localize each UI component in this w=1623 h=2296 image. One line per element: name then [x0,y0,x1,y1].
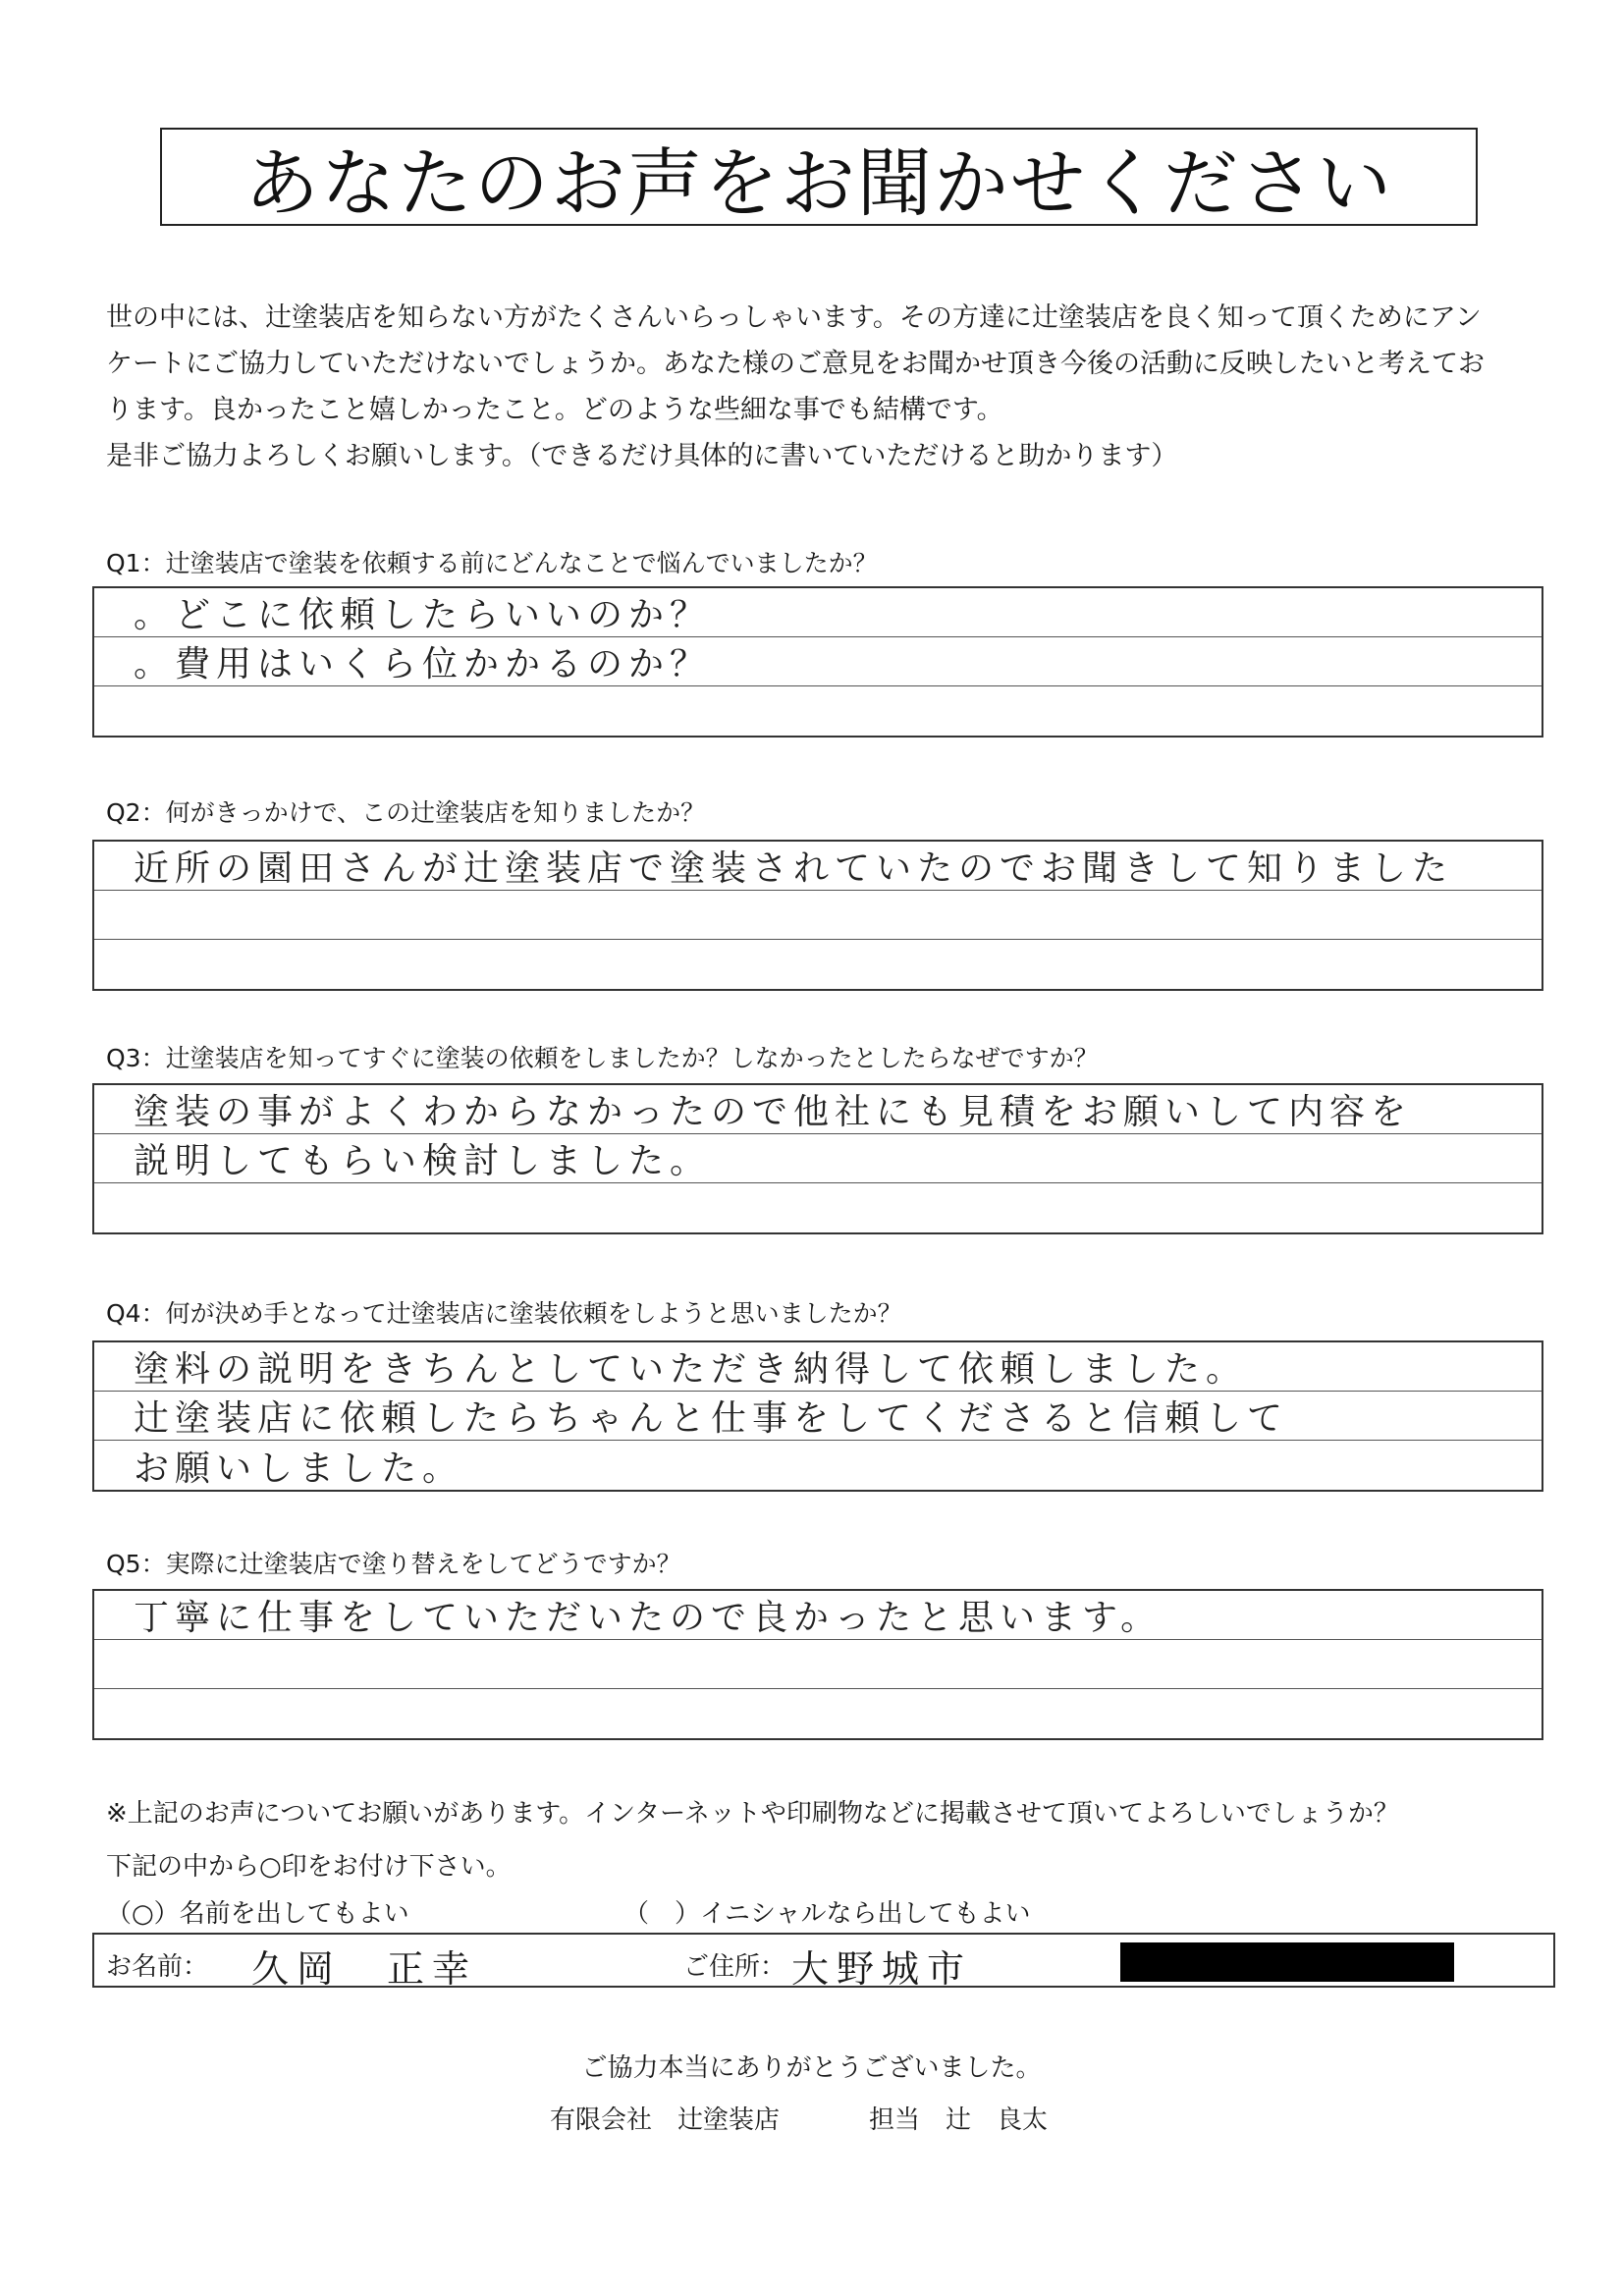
consent-option-name[interactable]: （○）名前を出してもよい [106,1899,409,1929]
page-title: あなたのお声をお聞かせください [244,138,1393,227]
intro-line: 是非ご協力よろしくお願いします。（できるだけ具体的に書いていただけると助かります） [106,441,1178,471]
answer-line: 説明してもらい検討しました。 [94,1134,1542,1183]
address-value[interactable]: 大野城市 [791,1947,973,1991]
company-name: 有限会社 辻塗装店 [550,2105,781,2135]
answer-line [94,940,1542,989]
question-3-answer-box[interactable] [92,1083,1543,1234]
consent-option-initials[interactable]: （ ）イニシャルなら出してもよい [623,1899,1031,1929]
answer-line: 丁寧に仕事をしていただいたので良かったと思います。 [94,1591,1542,1640]
intro-text [106,295,1530,479]
question-4-label: Q4：何が決め手となって辻塗装店に塗装依頼をしようと思いましたか？ [106,1299,902,1328]
question-5-label: Q5：実際に辻塗装店で塗り替えをしてどうですか？ [106,1550,681,1578]
intro-line: 世の中には、辻塗装店を知らない方がたくさんいらっしゃいます。その方達に辻塗装店を良く知って頂くためにアン [106,302,1482,333]
answer-line [94,891,1542,940]
question-1-answer-box[interactable] [92,586,1543,738]
answer-line [94,1183,1542,1232]
redaction-bar [1120,1942,1454,1982]
answer-line: 。費用はいくら位かかるのか？ [94,637,1542,686]
title-box [160,128,1478,226]
address-label: ご住所： [683,1952,786,1982]
consent-instruction: 下記の中から○印をお付け下さい。 [106,1852,512,1882]
name-label: お名前： [106,1952,209,1982]
question-1-label: Q1：辻塗装店で塗装を依頼する前にどんなことで悩んでいましたか？ [106,549,878,577]
question-2-answer-box[interactable] [92,840,1543,991]
answer-line: 近所の園田さんが辻塗装店で塗装されていたのでお聞きして知りました [94,842,1542,891]
question-3-label: Q3：辻塗装店を知ってすぐに塗装の依頼をしましたか？しなかったとしたらなぜですか？ [106,1044,1099,1072]
answer-line: 辻塗装店に依頼したらちゃんと仕事をしてくださると信頼して [94,1392,1542,1441]
customer-info-row [92,1933,1555,1991]
question-5-answer-box[interactable] [92,1589,1543,1740]
answer-line: 塗装の事がよくわからなかったので他社にも見積をお願いして内容を [94,1085,1542,1134]
answer-line [94,1689,1542,1738]
intro-line: ります。良かったこと嬉しかったこと。どのような些細な事でも結構です。 [106,395,1003,425]
question-2-label: Q2：何がきっかけで、この辻塗装店を知りましたか？ [106,798,706,827]
answer-line [94,1640,1542,1689]
intro-line: ケートにご協力していただけないでしょうか。あなた様のご意見をお聞かせ頂き今後の活動に反映したいと考えてお [106,349,1485,379]
thanks-message: ご協力本当にありがとうございました。 [581,2053,1042,2083]
name-value[interactable]: 久岡 正幸 [251,1947,478,1991]
answer-line: 。どこに依頼したらいいのか？ [94,588,1542,637]
staff-name: 担当 辻 良太 [869,2105,1049,2135]
answer-line: お願いしました。 [134,1448,464,1489]
question-4-answer-box[interactable] [92,1340,1543,1492]
answer-line: 塗料の説明をきちんとしていただき納得して依頼しました。 [94,1342,1542,1392]
answer-line [94,686,1542,736]
consent-note: ※上記のお声についてお願いがあります。インターネットや印刷物などに掲載させて頂いてよろしいでしょうか？ [106,1799,1399,1829]
